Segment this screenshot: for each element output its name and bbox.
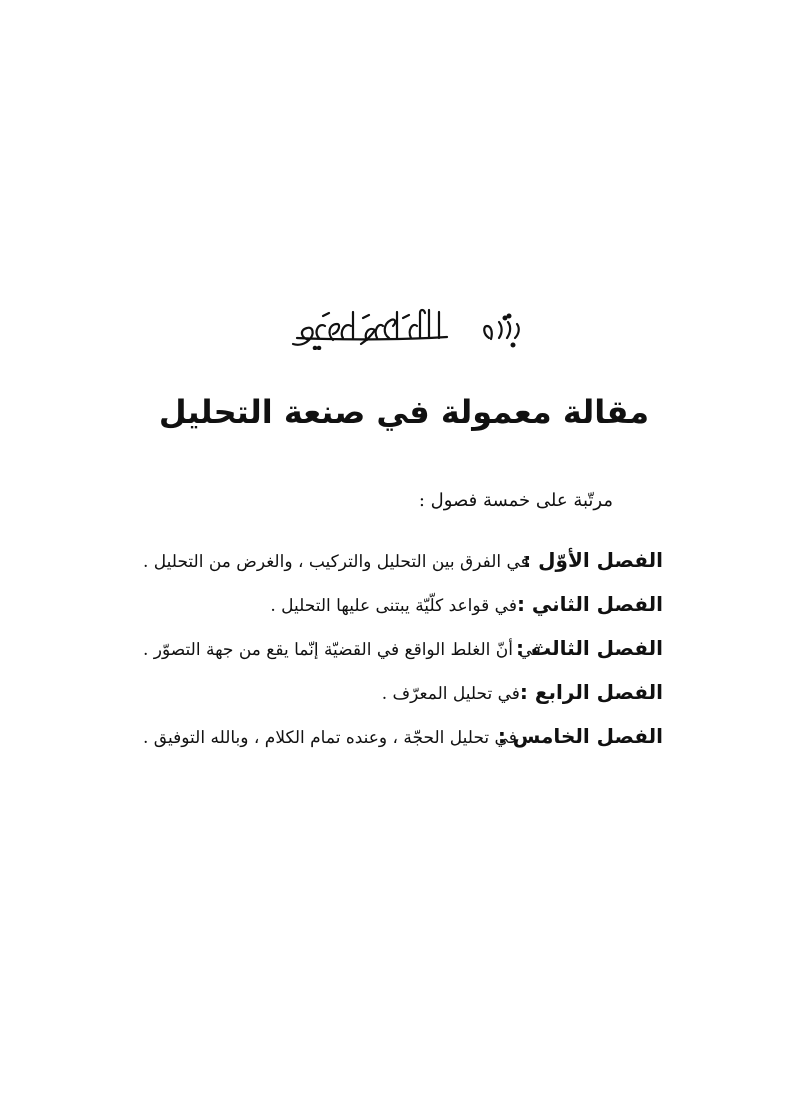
chapter-description: في تحليل المعرّف . (381, 684, 520, 704)
chapter-item (143, 538, 663, 582)
chapters-intro: مرتّبة على خمسة فصول : (418, 490, 613, 511)
chapter-list (143, 538, 663, 758)
chapter-item (143, 626, 663, 670)
chapter-item (143, 714, 663, 758)
chapter-item (143, 670, 663, 714)
chapter-label: الفصل الثاني : (516, 592, 663, 616)
chapter-description: في الفرق بين التحليل والتركيب ، والغرض من التحليل . (143, 552, 529, 572)
chapter-description: في تحليل الحجّة ، وعنده تمام الكلام ، وبالله التوفيق . (143, 728, 517, 748)
basmala-ornament (0, 304, 808, 354)
document-title: مقالة معمولة في صنعة التحليل (158, 393, 650, 431)
chapter-label: الفصل الأوّل : (523, 548, 663, 572)
chapter-label: الفصل الرابع : (519, 680, 663, 704)
chapter-label: الفصل الثالث : (516, 636, 663, 660)
basmala-calligraphy-icon (279, 304, 529, 350)
chapter-item (143, 582, 663, 626)
chapter-label: الفصل الخامس : (497, 724, 663, 748)
chapter-description: في قواعد كلّيّة يبتنى عليها التحليل . (270, 596, 517, 616)
chapter-description: في أنّ الغلط الواقع في القضيّة إنّما يقع من جهة التصوّر . (143, 640, 541, 660)
